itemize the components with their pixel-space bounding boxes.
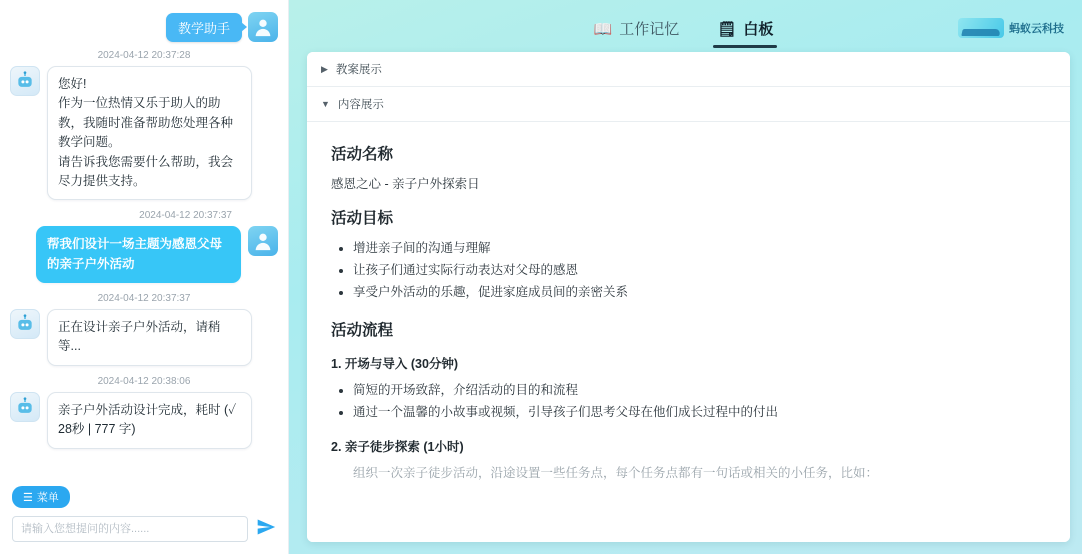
- menu-button[interactable]: [12, 486, 70, 508]
- list-item: • 通过一个温馨的小故事或视频，引导孩子们思考父母在他们成长过程中的付出: [353, 402, 1046, 424]
- send-icon[interactable]: [256, 517, 276, 541]
- tab-working-memory[interactable]: [590, 12, 684, 48]
- whiteboard-icon: 🗒: [717, 20, 737, 38]
- list-icon: ☰: [23, 491, 33, 504]
- chevron-down-icon: ▼: [321, 99, 330, 109]
- list-item: • 增进亲子间的沟通与理解: [353, 238, 1046, 260]
- chat-message: [10, 210, 278, 283]
- top-bar: [297, 8, 1070, 52]
- section-title-activity-goals: 活动目标: [331, 210, 394, 227]
- tab-label: 白板: [743, 21, 774, 38]
- step-title-opening: 1. 开场与导入 (30分钟): [331, 356, 459, 371]
- message-bubble: 正在设计亲子户外活动，请稍等...: [47, 309, 252, 366]
- list-item: • 简短的开场致辞，介绍活动的目的和流程: [353, 380, 1046, 402]
- step-opening-list: [331, 380, 1046, 424]
- message-line: 您好!: [58, 77, 87, 91]
- message-timestamp: 2024-04-12 20:37:28: [97, 50, 191, 61]
- content-fade-mask: [307, 516, 1070, 542]
- step-hiking-partial-text: 组织一次亲子徒步活动，沿途设置一些任务点，每个任务点都有一句话或相关的小任务，比如：: [353, 466, 879, 481]
- whiteboard-panel: [307, 52, 1070, 542]
- activity-goals-list: [331, 238, 1046, 304]
- message-timestamp: 2024-04-12 20:37:37: [97, 293, 191, 304]
- chat-input[interactable]: [12, 516, 248, 542]
- list-item: • 让孩子们通过实际行动表达对父母的感恩: [353, 260, 1046, 282]
- book-icon: 📖: [593, 20, 613, 38]
- chat-panel: [0, 0, 289, 554]
- message-line: 请告诉我您需要什么帮助，我会尽力提供支持。: [58, 154, 234, 188]
- menu-button-label: 菜单: [36, 492, 59, 504]
- chevron-right-icon: ▶: [321, 63, 328, 74]
- tab-bar: [590, 12, 778, 48]
- message-timestamp: 2024-04-12 20:37:37: [139, 210, 232, 222]
- chat-composer: [0, 480, 288, 554]
- list-item: • 享受户外活动的乐趣，促进家庭成员间的亲密关系: [353, 282, 1046, 304]
- cloud-logo-icon: [958, 18, 1004, 38]
- accordion-label: 教案展示: [335, 64, 382, 76]
- bot-avatar: [10, 392, 40, 422]
- bot-avatar: [10, 309, 40, 339]
- step-title-hiking: 2. 亲子徒步探索 (1小时): [331, 440, 464, 455]
- chat-input-row: [12, 516, 276, 542]
- accordion-lesson-plan[interactable]: [307, 52, 1070, 87]
- chat-message: [10, 376, 278, 449]
- message-row: [10, 309, 278, 366]
- message-bubble-user: 帮我们设计一场主题为感恩父母的亲子户外活动: [36, 226, 241, 283]
- section-title-activity-flow: 活动流程: [331, 321, 394, 339]
- brand-logo: [958, 18, 1064, 38]
- assistant-badge: 教学助手: [166, 13, 242, 42]
- message-bubble: [47, 66, 252, 200]
- chat-message-list[interactable]: [0, 46, 288, 480]
- chat-header: [0, 0, 288, 46]
- document-body[interactable]: [307, 122, 1070, 542]
- bot-avatar: [10, 66, 40, 96]
- main-panel: [289, 0, 1082, 554]
- tab-label: 工作记忆: [619, 21, 680, 38]
- assistant-avatar: [248, 12, 278, 42]
- message-line: 作为一位热情又乐于助人的助教，我随时准备帮助您处理各种教学问题。: [58, 96, 234, 150]
- message-row: [10, 392, 278, 449]
- activity-name-text: 感恩之心 - 亲子户外探索日: [331, 177, 480, 191]
- user-avatar: [248, 226, 278, 256]
- chat-message: [10, 50, 278, 200]
- tab-whiteboard[interactable]: [713, 12, 777, 48]
- message-timestamp: 2024-04-12 20:38:06: [97, 375, 191, 387]
- message-bubble: 亲子户外活动设计完成，耗时 (✓ 28秒 | 777 字): [47, 392, 252, 449]
- accordion-content[interactable]: [307, 87, 1070, 122]
- chat-message: [10, 293, 278, 366]
- brand-name: 蚂蚁云科技: [1009, 23, 1064, 35]
- message-row: [10, 66, 278, 200]
- message-row: [10, 226, 278, 283]
- section-title-activity-name: 活动名称: [331, 146, 394, 163]
- accordion-label: 内容展示: [337, 99, 384, 111]
